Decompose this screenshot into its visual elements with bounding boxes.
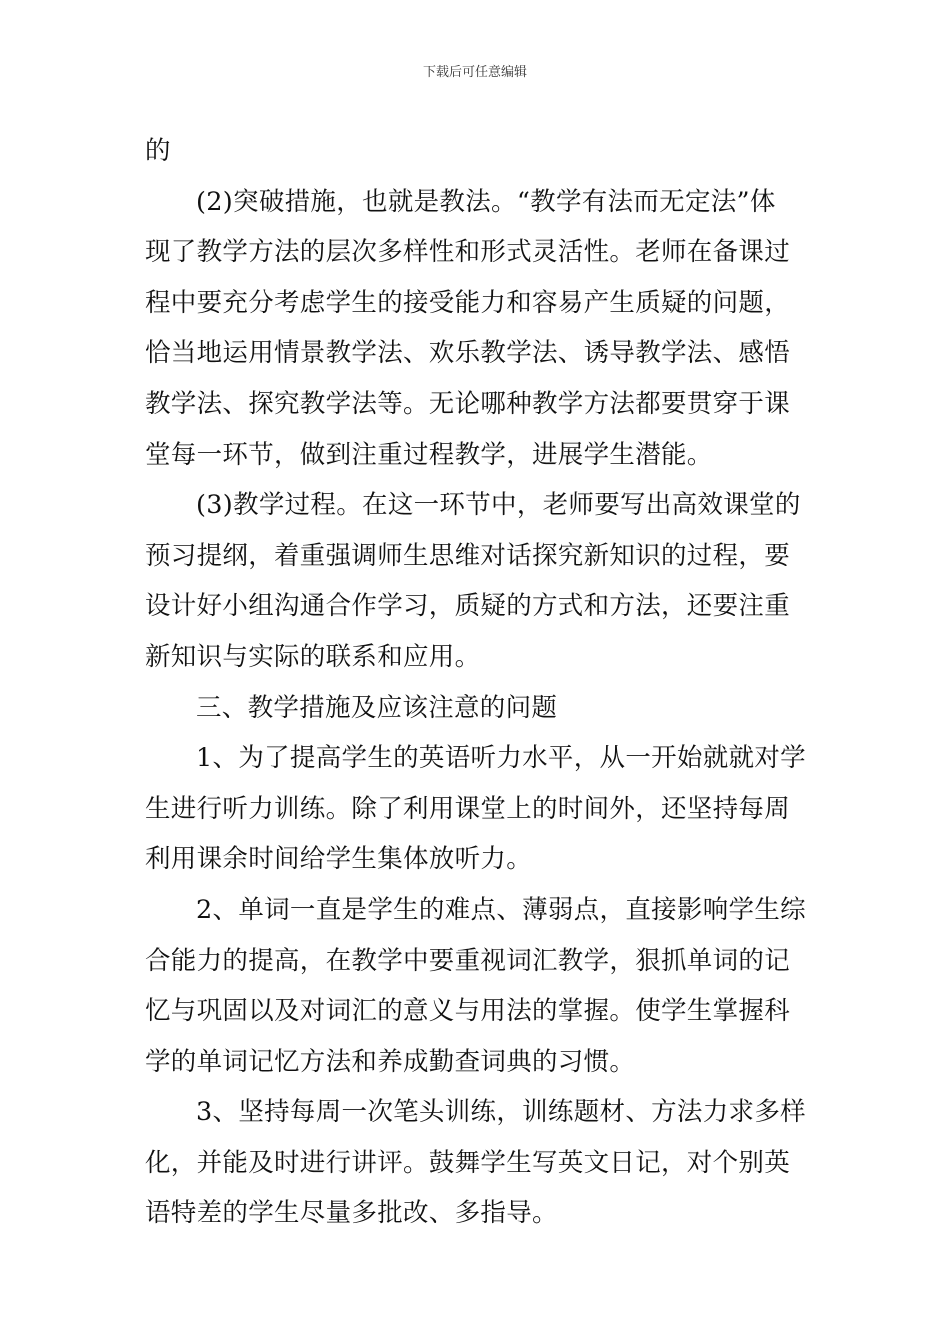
text-line: 语特差的学生尽量多批改、多指导。 — [145, 1198, 558, 1229]
text-line: 设计好小组沟通合作学习，质疑的方式和方法，还要注重 — [145, 591, 791, 622]
text-line: 预习提纲，着重强调师生思维对话探究新知识的过程，要 — [145, 540, 791, 571]
text-line: 程中要充分考虑学生的接受能力和容易产生质疑的问题， — [145, 287, 791, 318]
text-line: 恰当地运用情景教学法、欢乐教学法、诱导教学法、感悟 — [145, 338, 791, 369]
document-body — [145, 126, 811, 1239]
paragraph-start-line: 2、单词一直是学生的难点、薄弱点，直接影响学生综 — [196, 894, 806, 925]
text-line: 生进行听力训练。除了利用课堂上的时间外，还坚持每周 — [145, 793, 791, 824]
page-header-note: 下载后可任意编辑 — [422, 65, 527, 80]
paragraph-start-line: (2)突破措施，也就是教法。“教学有法而无定法”体 — [196, 186, 776, 217]
text-line: 堂每一环节，做到注重过程教学，进展学生潜能。 — [145, 439, 713, 470]
paragraph-start-line: 1、为了提高学生的英语听力水平，从一开始就就对学 — [196, 743, 806, 774]
text-line: 忆与巩固以及对词汇的意义与用法的掌握。使学生掌握科 — [145, 996, 791, 1027]
text-line: 学的单词记忆方法和养成勤查词典的习惯。 — [145, 1046, 636, 1077]
section-heading: 三、教学措施及应该注意的问题 — [196, 692, 558, 723]
text-line: 合能力的提高，在教学中要重视词汇教学，狠抓单词的记 — [145, 945, 791, 976]
text-line: 的 — [145, 136, 171, 166]
text-line: 现了教学方法的层次多样性和形式灵活性。老师在备课过 — [145, 237, 791, 268]
text-line: 教学法、探究教学法等。无论哪种教学方法都要贯穿于课 — [145, 388, 791, 419]
text-line: 利用课余时间给学生集体放听力。 — [145, 844, 533, 875]
paragraph-start-line: (3)教学过程。在这一环节中，老师要写出高效课堂的 — [196, 490, 801, 521]
paragraph-start-line: 3、坚持每周一次笔头训练，训练题材、方法力求多样 — [196, 1097, 806, 1128]
text-line: 化，并能及时进行讲评。鼓舞学生写英文日记，对个别英 — [145, 1147, 791, 1178]
text-line: 新知识与实际的联系和应用。 — [145, 641, 481, 672]
